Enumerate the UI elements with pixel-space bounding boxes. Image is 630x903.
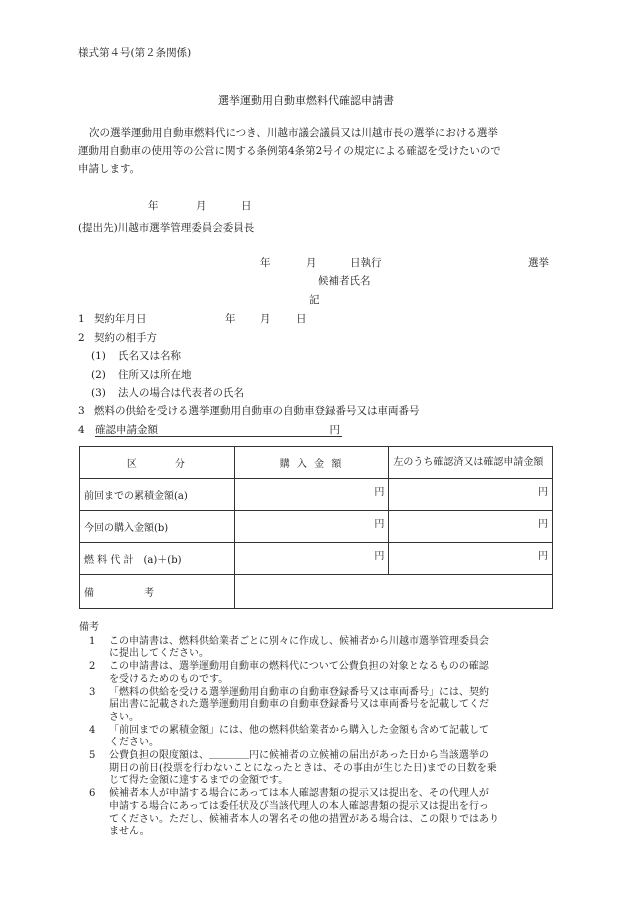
- item4-field[interactable]: [95, 424, 342, 437]
- sub2-number: (2): [91, 369, 106, 381]
- item1-day: 日: [296, 313, 307, 325]
- item4-number: 4: [78, 424, 85, 436]
- note-line: ください。: [109, 737, 159, 749]
- item1-label: 契約年月日: [94, 313, 147, 325]
- note-item: [89, 687, 559, 725]
- note-number: 3: [89, 686, 96, 698]
- intro-line: 次の選挙運動用自動車燃料代につき、川越市議会議員又は川越市長の選挙における選挙: [89, 127, 498, 139]
- sub1-label: 氏名又は名称: [118, 350, 181, 362]
- sub3-number: (3): [91, 387, 106, 399]
- note-line: この申請書は、燃料供給業者ごとに別々に作成し、候補者から川越市選挙管理委員会: [109, 635, 489, 647]
- note-number: 4: [89, 724, 96, 736]
- date-year: 年: [148, 200, 159, 212]
- table-row: [80, 479, 553, 511]
- note-line: ません。: [109, 826, 150, 838]
- purchase-amount-cell[interactable]: 円: [234, 543, 389, 575]
- sub3-label: 法人の場合は代表者の氏名: [118, 387, 244, 399]
- item4-unit: 円: [329, 424, 340, 436]
- intro-line: 運動用自動車の使用等の公営に関する条例第4条第2号イの規定による確認を受けたいので: [78, 145, 501, 157]
- note-number: 6: [89, 788, 96, 800]
- item4-label: 確認申請金額: [95, 424, 158, 436]
- note-item: [89, 725, 559, 750]
- notes-heading: 備考: [79, 622, 99, 633]
- intro-paragraph: [78, 124, 552, 178]
- note-item: [89, 788, 559, 839]
- notes-section: [79, 622, 559, 839]
- note-item: [89, 636, 559, 661]
- table-row: [80, 511, 553, 543]
- election-name: 選挙: [528, 257, 549, 269]
- election-month: 月: [306, 257, 317, 269]
- note-line: に提出してください。: [109, 648, 209, 660]
- note-line: さい。: [109, 711, 139, 723]
- table-header-row: [80, 447, 553, 479]
- sub1-number: (1): [91, 350, 106, 362]
- addressee: (提出先)川越市選挙管理委員会委員長: [78, 222, 255, 234]
- item1-month: 月: [260, 313, 271, 325]
- document-title: 選挙運動用自動車燃料代確認申請書: [218, 94, 394, 107]
- note-line: てください。ただし、候補者本人の署名その他の措置がある場合は、この限りではあり: [109, 813, 499, 825]
- election-year: 年: [260, 257, 271, 269]
- row-label: 燃 料 代 計 (a)＋(b): [80, 543, 235, 575]
- note-line: 候補者本人が申請する場合にあっては本人確認書類の提示又は提出を、その代理人が: [109, 788, 489, 800]
- note-line: 「前回までの累積金額」には、他の燃料供給業者から購入した金額も含めて記載して: [109, 724, 489, 736]
- candidate-name-label: 候補者氏名: [318, 275, 371, 287]
- intro-line: 申請します。: [78, 163, 141, 175]
- remarks-label: 備 考: [80, 575, 235, 609]
- remarks-cell[interactable]: [234, 575, 552, 609]
- note-line: 「燃料の供給を受ける選挙運動用自動車の自動車登録番号又は車両番号」には、契約: [109, 686, 489, 698]
- note-line: この申請書は、選挙運動用自動車の燃料代について公費負担の対象となるものの確認: [109, 661, 489, 673]
- note-number: 5: [89, 750, 96, 762]
- note-item: [89, 661, 559, 686]
- form-number: 様式第４号(第２条関係): [78, 47, 192, 59]
- note-line: 届出書に記載された選挙運動用自動車の自動車登録番号又は車両番号を記載してくだ: [109, 699, 489, 711]
- item3-number: 3: [78, 405, 85, 417]
- confirmed-amount-cell[interactable]: 円: [389, 511, 553, 543]
- ki-label: 記: [309, 294, 320, 306]
- header-purchase-amount: 購 入 金 額: [234, 447, 389, 479]
- election-day-executed: 日執行: [350, 257, 382, 269]
- table-row: [80, 543, 553, 575]
- item3-label: 燃料の供給を受ける選挙運動用自動車の自動車登録番号又は車両番号: [94, 405, 420, 417]
- note-number: 2: [89, 661, 96, 673]
- row-label: 今回の購入金額(b): [80, 511, 235, 543]
- item1-number: 1: [78, 313, 85, 325]
- row-label: 前回までの累積金額(a): [80, 479, 235, 511]
- item2-number: 2: [78, 332, 85, 344]
- remarks-row: [80, 575, 553, 609]
- header-confirmed-amount: 左のうち確認済又は確認申請金額: [389, 447, 553, 479]
- confirmed-amount-cell[interactable]: 円: [389, 479, 553, 511]
- note-item: [89, 750, 559, 788]
- fuel-cost-table: [79, 446, 553, 609]
- note-line: を受けるためのものです。: [109, 673, 229, 685]
- confirmed-amount-cell[interactable]: 円: [389, 543, 553, 575]
- note-line: じて得た金額に達するまでの金額です。: [109, 775, 289, 787]
- sub2-label: 住所又は所在地: [118, 369, 192, 381]
- item1-year: 年: [225, 313, 236, 325]
- item2-label: 契約の相手方: [94, 332, 157, 344]
- note-line: 申請する場合にあっては委任状及び当該代理人の本人確認書類の提示又は提出を行っ: [109, 800, 489, 812]
- header-category: 区 分: [80, 447, 235, 479]
- date-day: 日: [241, 200, 252, 212]
- purchase-amount-cell[interactable]: 円: [234, 479, 389, 511]
- note-line: 公費負担の限度額は、＿＿＿＿円に候補者の立候補の届出があった日から当該選挙の: [109, 750, 489, 762]
- note-number: 1: [89, 635, 96, 647]
- date-month: 月: [196, 200, 207, 212]
- note-line: 期日の前日(投票を行わないことになったときは、その事由が生じた日)までの日数を乗: [109, 762, 497, 774]
- purchase-amount-cell[interactable]: 円: [234, 511, 389, 543]
